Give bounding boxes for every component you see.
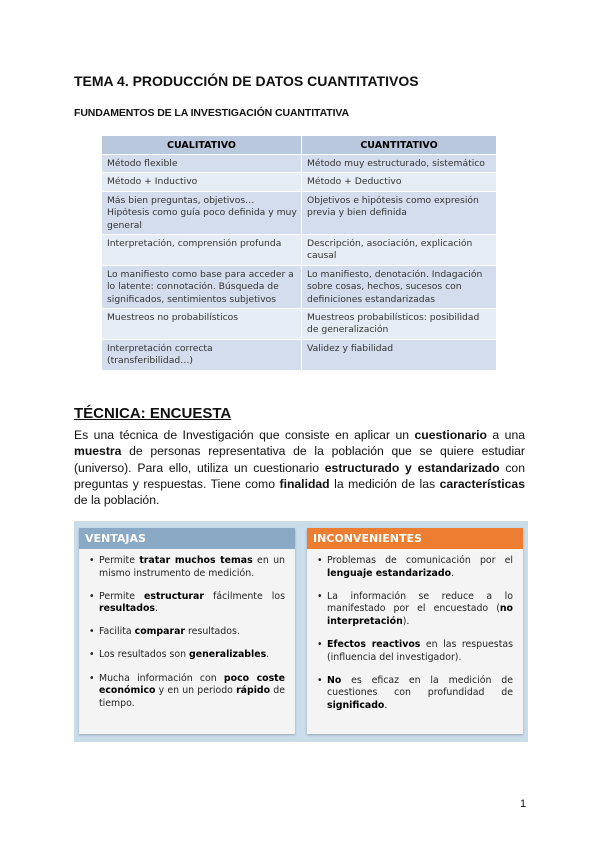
inconvenientes-heading: INCONVENIENTES (307, 528, 523, 549)
encuesta-heading: TÉCNICA: ENCUESTA (74, 405, 232, 422)
ventajas-list (79, 549, 295, 710)
table-row (102, 265, 497, 308)
table-row (102, 309, 497, 340)
cell-quant: Objetivos e hipótesis como expresión previa y bien definida (302, 191, 497, 234)
cell-qual: Lo manifiesto como base para acceder a lo latente: connotación. Búsqueda de significados, sentimientos subjetivos (102, 265, 302, 308)
table-row (102, 191, 497, 234)
cell-qual: Interpretación, comprensión profunda (102, 235, 302, 266)
table-row (102, 339, 497, 370)
cell-qual: Muestreos no probabilísticos (102, 309, 302, 340)
cell-quant: Método muy estructurado, sistemático (302, 155, 497, 173)
list-item: • Mucha información con poco coste económico y en un periodo rápido de tiempo. (89, 673, 285, 711)
table-row (102, 173, 497, 191)
list-item: • Efectos reactivos en las respuestas (influencia del investigador). (317, 639, 513, 664)
ventajas-heading: VENTAJAS (79, 528, 295, 549)
cell-quant: Descripción, asociación, explicación causal (302, 235, 497, 266)
table-row (102, 155, 497, 173)
cell-qual: Más bien preguntas, objetivos… Hipótesis como guía poco definida y muy general (102, 191, 302, 234)
cell-quant: Método + Deductivo (302, 173, 497, 191)
header-quantitative: CUANTITATIVO (302, 136, 497, 155)
page-number: 1 (520, 798, 527, 810)
list-item: • Facilita comparar resultados. (89, 626, 285, 639)
inconvenientes-list (307, 549, 523, 712)
inconvenientes-box (307, 528, 523, 734)
cell-quant: Lo manifiesto, denotación. Indagación sobre cosas, hechos, sucesos con definiciones estandarizadas (302, 265, 497, 308)
table-header-row (102, 136, 497, 155)
list-item: • Permite tratar muchos temas en un mismo instrumento de medición. (89, 555, 285, 580)
list-item: • La información se reduce a lo manifestado por el encuestado (no interpretación). (317, 591, 513, 629)
header-qualitative: CUALITATIVO (102, 136, 302, 155)
comparison-table (101, 135, 497, 371)
ventajas-box (79, 528, 295, 734)
cell-qual: Interpretación correcta (transferibilidad…) (102, 339, 302, 370)
pros-cons-panel (74, 521, 528, 742)
list-item: • Permite estructurar fácilmente los resultados. (89, 591, 285, 616)
section-subtitle: FUNDAMENTOS DE LA INVESTIGACIÓN CUANTITATIVA (74, 107, 350, 119)
list-item: • Los resultados son generalizables. (89, 649, 285, 662)
table-row (102, 235, 497, 266)
cell-qual: Método + Inductivo (102, 173, 302, 191)
cell-qual: Método flexible (102, 155, 302, 173)
encuesta-paragraph: Es una técnica de Investigación que consiste en aplicar un cuestionario a una muestra de personas representativa de la población que se quiere estudiar (universo). Para ello, utiliza un cuestionario estructurado y estandarizado con preguntas y respuestas. Tiene como finalidad la medición de las características de la población. (74, 428, 525, 508)
page-title: TEMA 4. PRODUCCIÓN DE DATOS CUANTITATIVOS (74, 73, 419, 89)
list-item: • Problemas de comunicación por el lenguaje estandarizado. (317, 555, 513, 580)
list-item: • No es eficaz en la medición de cuestiones con profundidad de significado. (317, 675, 513, 713)
cell-quant: Validez y fiabilidad (302, 339, 497, 370)
cell-quant: Muestreos probabilísticos: posibilidad de generalización (302, 309, 497, 340)
